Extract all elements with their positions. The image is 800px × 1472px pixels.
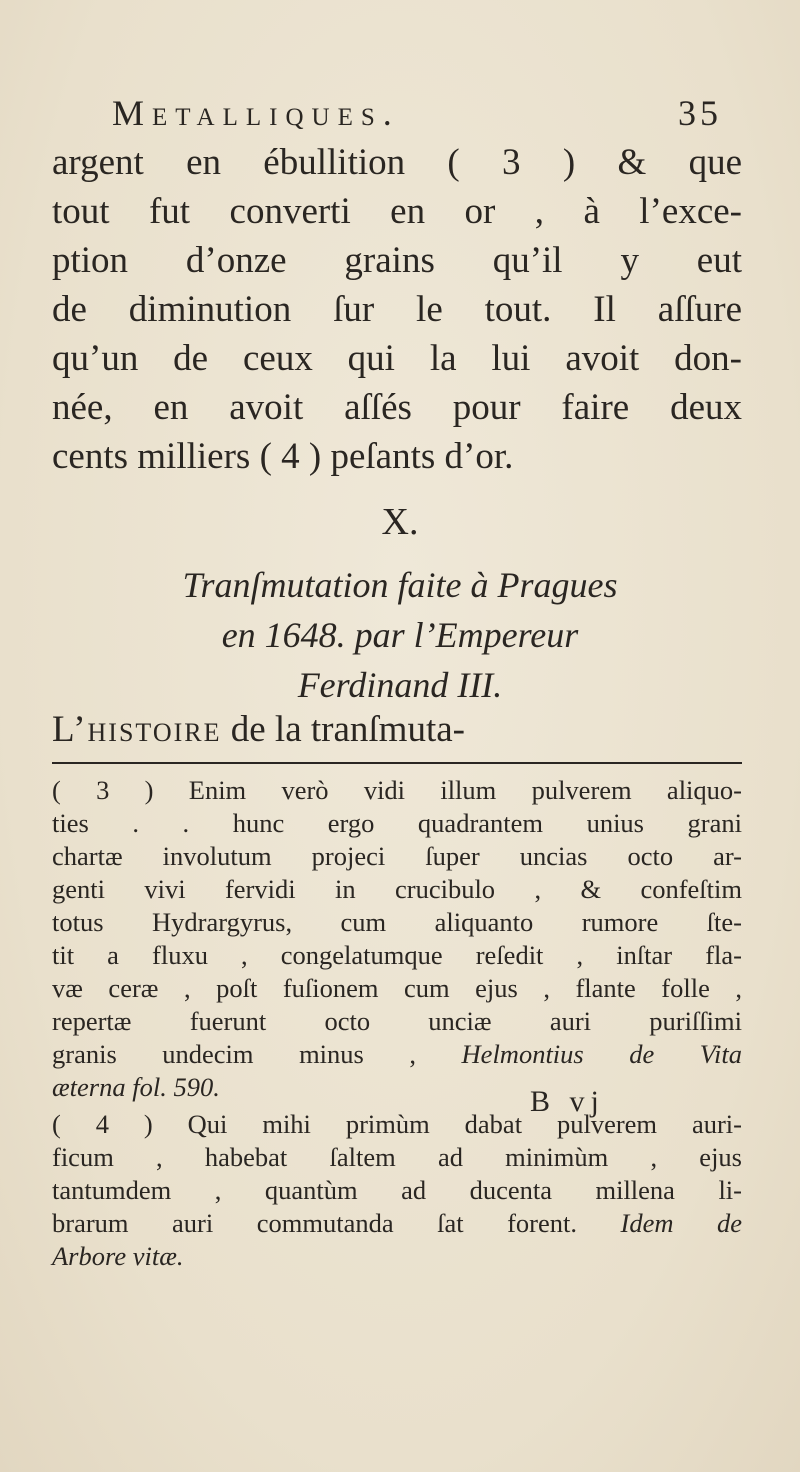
footnote-source-cont: æterna fol. 590. (52, 1072, 220, 1102)
footnote-source: Helmontius de Vita (461, 1039, 742, 1069)
section-title (0, 560, 800, 710)
incipit-caps: L’histoire (52, 709, 222, 750)
section-title-line: en 1648. par l’Empereur (221, 615, 579, 655)
body-paragraph (52, 138, 742, 481)
footnote-line: genti vivi fervidi in crucibulo , & confeſtim (52, 874, 742, 904)
body-line: ption d’onze grains qu’il y eut (52, 240, 742, 281)
body-line: de diminution ſur le tout. Il aſſure (52, 289, 742, 330)
footnote-line: chartæ involutum projeci ſuper uncias octo ar- (52, 841, 742, 871)
signature-mark: B vj (530, 1085, 605, 1118)
section-title-line: Tranſmutation faite à Pragues (182, 565, 618, 605)
section-number: X. (381, 501, 419, 543)
footnote-line (52, 1207, 742, 1240)
footnote-line: ( 3 ) Enim verò vidi illum pulverem aliquo- (52, 775, 742, 805)
footnote-line: tit a fluxu , congelatumque reſedit , inſtar fla- (52, 940, 742, 970)
footnote-source-cont: Arbore vitæ. (52, 1241, 184, 1271)
footnote-line: tantumdem , quantùm ad ducenta millena li- (52, 1175, 742, 1205)
body-line: cents milliers ( 4 ) peſants d’or. (52, 436, 514, 477)
footnote-text: granis undecim minus , (52, 1039, 417, 1069)
footnote-text: brarum auri commutanda ſat forent. (52, 1208, 577, 1238)
body-line: argent en ébullition ( 3 ) & que (52, 142, 742, 183)
body-line: tout fut converti en or , à l’exce- (52, 191, 742, 232)
footnote-line: ties . . hunc ergo quadrantem unius grani (52, 808, 742, 838)
running-head (112, 92, 722, 142)
footnote-line: ( 4 ) Qui mihi primùm dabat pulverem auri- (52, 1109, 742, 1139)
footnote-line: ficum , habebat ſaltem ad minimùm , ejus (52, 1142, 742, 1172)
footnote-line: repertæ fuerunt octo unciæ auri puriſſimi (52, 1006, 742, 1036)
incipit-rest: de la tranſmuta- (221, 709, 465, 750)
running-head-title: Metalliques. (112, 93, 400, 133)
section-title-line: Ferdinand III. (297, 665, 503, 705)
footnote-4 (52, 1108, 742, 1273)
footnote-3 (52, 774, 742, 1104)
footnote-source: Idem de (620, 1208, 743, 1238)
footnote-line: væ ceræ , poſt fuſionem cum ejus , flante folle , (52, 973, 742, 1003)
footnote-line: totus Hydrargyrus, cum aliquanto rumore ſte- (52, 907, 742, 937)
section-incipit (52, 708, 742, 751)
body-line: qu’un de ceux qui la lui avoit don- (52, 338, 742, 379)
footnote-rule (52, 762, 742, 764)
body-line: née, en avoit aſſés pour faire deux (52, 387, 742, 428)
footnote-line (52, 1038, 742, 1071)
footnotes (52, 774, 742, 1277)
page-number: 35 (678, 93, 722, 133)
